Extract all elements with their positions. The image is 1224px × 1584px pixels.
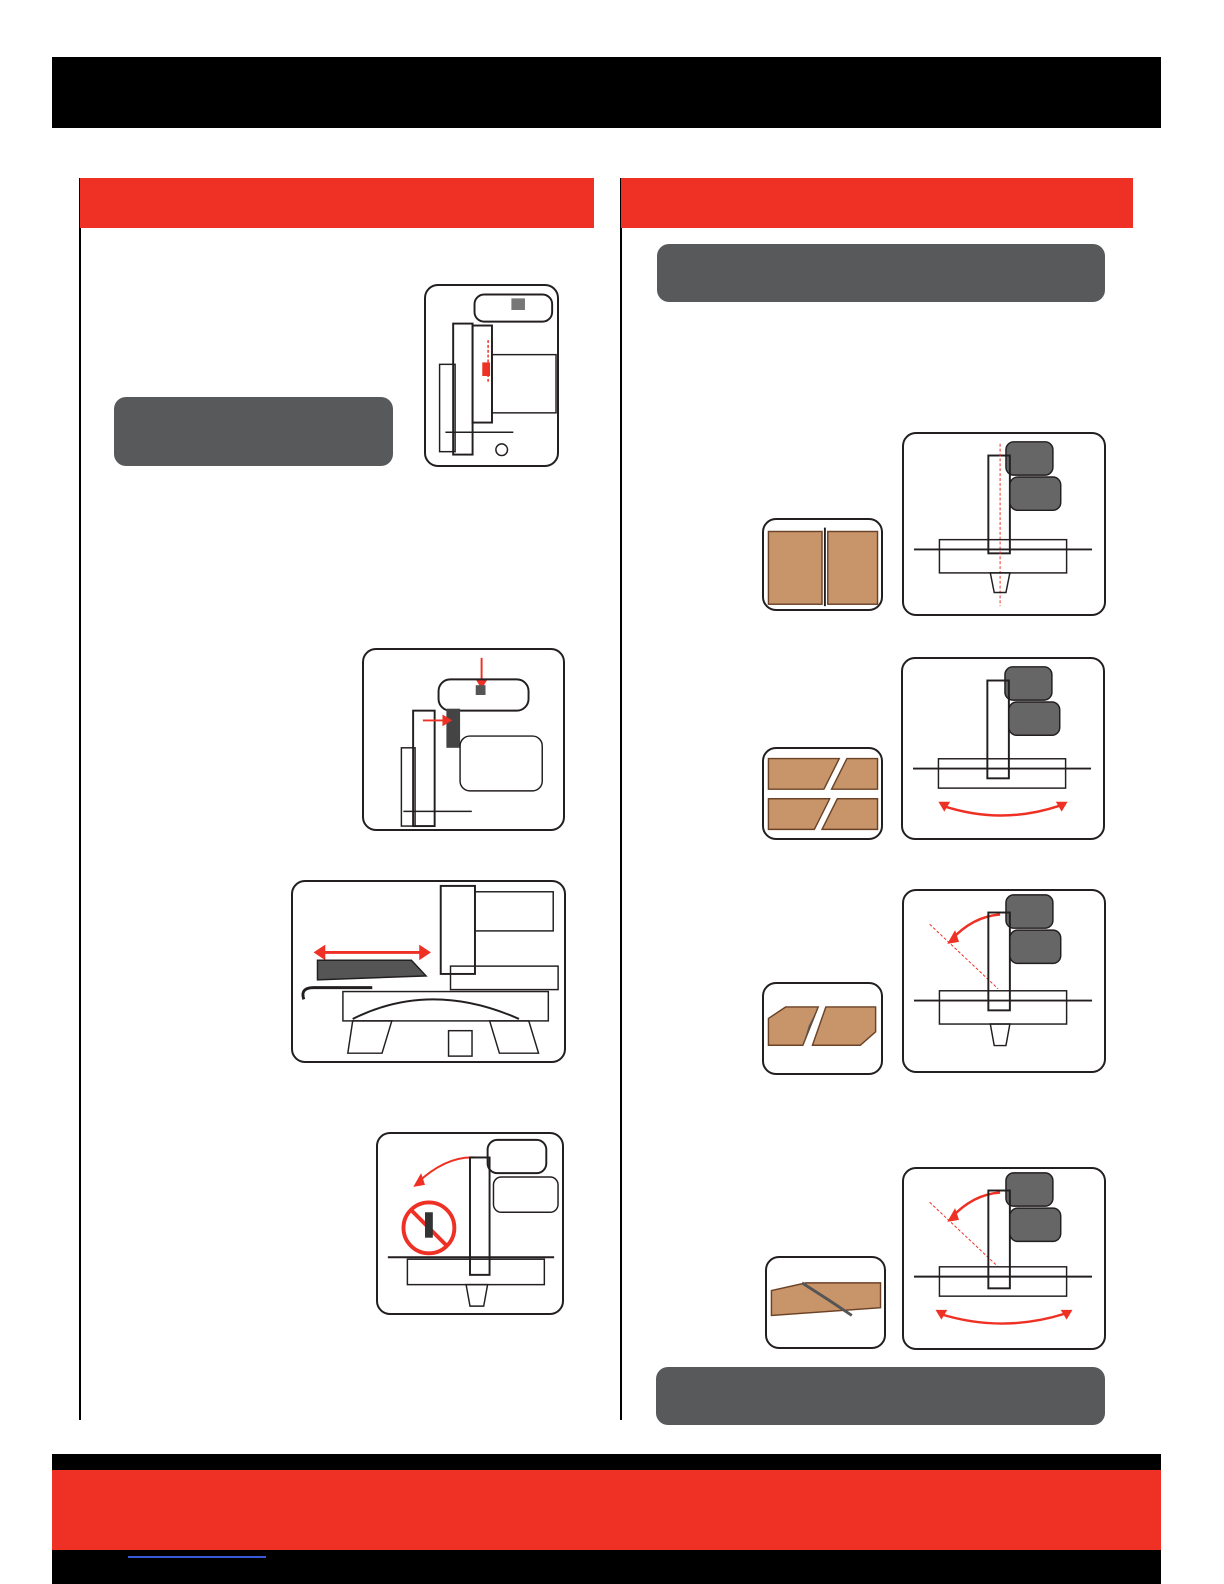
miter-cut-wood-icon [762, 747, 883, 840]
right-bottom-note-box [656, 1367, 1105, 1425]
saw-side-view-lock-pin-icon [424, 284, 559, 467]
header-band [52, 57, 1161, 128]
cross-cut-icon [902, 432, 1106, 616]
miter-cut-icon [901, 657, 1105, 840]
cross-cut-wood-icon [762, 518, 883, 611]
bevel-tilt-no-clamp-icon [376, 1132, 564, 1315]
footer-red-band [52, 1470, 1161, 1550]
left-note-box [114, 397, 393, 466]
left-section-header [80, 178, 594, 228]
right-top-note-box [657, 244, 1105, 302]
compound-cut-wood-icon [765, 1256, 886, 1349]
right-column-divider [620, 178, 622, 1420]
right-section-header [621, 178, 1133, 228]
sliding-fence-extension-icon [291, 880, 566, 1063]
saw-side-view-press-handle-icon [362, 648, 565, 831]
bevel-cut-icon [902, 889, 1106, 1073]
compound-cut-icon [902, 1167, 1106, 1350]
bevel-cut-wood-icon [762, 982, 883, 1075]
footer-link[interactable] [128, 1556, 266, 1558]
left-column-divider [79, 178, 81, 1420]
footer-black-band [52, 1454, 1161, 1470]
